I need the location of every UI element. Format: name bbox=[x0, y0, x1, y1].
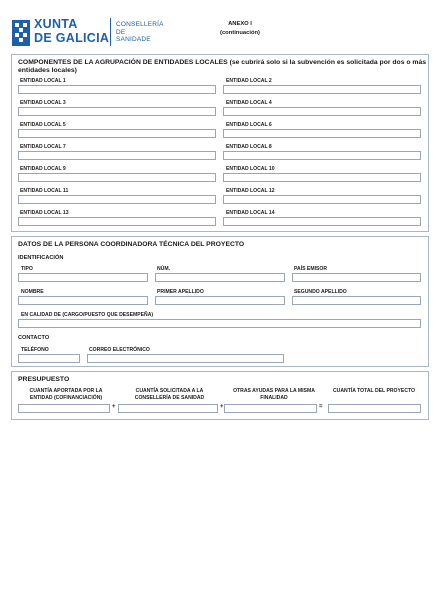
coordinator-section bbox=[11, 236, 429, 367]
primer-apellido-input[interactable] bbox=[155, 296, 285, 305]
cargo-input[interactable] bbox=[18, 319, 421, 328]
apellido1-label: PRIMER APELLIDO bbox=[157, 289, 204, 295]
section-title-budget: PRESUPUESTO bbox=[18, 376, 70, 383]
field-label: ENTIDAD LOCAL 1 bbox=[20, 78, 66, 84]
entity-local-11-input[interactable] bbox=[18, 195, 216, 204]
entity-local-2-input[interactable] bbox=[223, 85, 421, 94]
field-label: ENTIDAD LOCAL 3 bbox=[20, 100, 66, 106]
num-label: NÚM. bbox=[157, 266, 171, 272]
identification-heading: IDENTIFICACIÓN bbox=[18, 255, 64, 261]
budget-col2-label: CUANTÍA SOLICITADA A LA CONSELLERÍA DE SANIDAD bbox=[134, 388, 205, 401]
correo-electronico-input[interactable] bbox=[87, 354, 284, 363]
logo-text-galicia: DE GALICIA bbox=[34, 31, 110, 45]
field-label: ENTIDAD LOCAL 10 bbox=[226, 166, 275, 172]
plus-sign: + bbox=[112, 404, 116, 410]
department-name-line1: CONSELLERÍA bbox=[116, 21, 164, 28]
logo-divider bbox=[110, 18, 111, 46]
cuantia-total-input[interactable] bbox=[328, 404, 421, 413]
entity-local-14-input[interactable] bbox=[223, 217, 421, 226]
budget-col4-label: CUANTÍA TOTAL DEL PROYECTO bbox=[333, 388, 415, 394]
telefono-input[interactable] bbox=[18, 354, 80, 363]
cargo-label: EN CALIDAD DE (CARGO/PUESTO QUE DESEMPEÑA) bbox=[21, 312, 154, 318]
cuantia-aportada-input[interactable] bbox=[18, 404, 110, 413]
entity-local-5-input[interactable] bbox=[18, 129, 216, 138]
contact-heading: CONTACTO bbox=[18, 335, 50, 341]
nombre-input[interactable] bbox=[18, 296, 148, 305]
correo-label: CORREO ELECTRÓNICO bbox=[89, 347, 150, 353]
galicia-emblem-icon bbox=[12, 20, 30, 46]
pais-emisor-input[interactable] bbox=[292, 273, 421, 282]
xunta-logo bbox=[12, 18, 162, 48]
telefono-label: TELÉFONO bbox=[21, 347, 49, 353]
field-label: ENTIDAD LOCAL 11 bbox=[20, 188, 69, 194]
entity-local-1-input[interactable] bbox=[18, 85, 216, 94]
nombre-label: NOMBRE bbox=[21, 289, 44, 295]
entity-local-4-input[interactable] bbox=[223, 107, 421, 116]
field-label: ENTIDAD LOCAL 14 bbox=[226, 210, 275, 216]
otras-ayudas-input[interactable] bbox=[224, 404, 317, 413]
field-label: ENTIDAD LOCAL 8 bbox=[226, 144, 272, 150]
field-label: ENTIDAD LOCAL 12 bbox=[226, 188, 275, 194]
field-label: ENTIDAD LOCAL 9 bbox=[20, 166, 66, 172]
num-input[interactable] bbox=[155, 273, 285, 282]
equals-sign: = bbox=[319, 404, 323, 410]
annex-subtitle: (continuación) bbox=[220, 30, 260, 36]
budget-col3-label: OTRAS AYUDAS PARA LA MISMA FINALIDAD bbox=[233, 388, 315, 401]
field-label: ENTIDAD LOCAL 13 bbox=[20, 210, 69, 216]
annex-heading bbox=[200, 20, 280, 38]
field-label: ENTIDAD LOCAL 4 bbox=[226, 100, 272, 106]
plus-sign: + bbox=[220, 404, 224, 410]
entity-local-9-input[interactable] bbox=[18, 173, 216, 182]
annex-title: ANEXO I bbox=[228, 21, 252, 27]
entity-local-8-input[interactable] bbox=[223, 151, 421, 160]
pais-label: PAÍS EMISOR bbox=[294, 266, 328, 272]
apellido2-label: SEGUNDO APELLIDO bbox=[294, 289, 347, 295]
entity-local-7-input[interactable] bbox=[18, 151, 216, 160]
section-title-coordinator: DATOS DE LA PERSONA COORDINADORA TÉCNICA DEL PROYECTO bbox=[18, 241, 245, 248]
field-label: ENTIDAD LOCAL 5 bbox=[20, 122, 66, 128]
department-name-line2: DE SANIDADE bbox=[116, 29, 151, 43]
field-label: ENTIDAD LOCAL 7 bbox=[20, 144, 66, 150]
budget-section bbox=[11, 371, 429, 420]
logo-text-xunta: XUNTA bbox=[34, 17, 78, 31]
segundo-apellido-input[interactable] bbox=[292, 296, 421, 305]
local-entities-section bbox=[11, 54, 429, 232]
budget-col1-label: CUANTÍA APORTADA POR LA ENTIDAD (COFINANCIACIÓN) bbox=[29, 388, 103, 401]
entity-local-13-input[interactable] bbox=[18, 217, 216, 226]
field-label: ENTIDAD LOCAL 6 bbox=[226, 122, 272, 128]
cuantia-solicitada-input[interactable] bbox=[118, 404, 218, 413]
entity-local-3-input[interactable] bbox=[18, 107, 216, 116]
entity-local-6-input[interactable] bbox=[223, 129, 421, 138]
tipo-label: TIPO bbox=[21, 266, 33, 272]
tipo-input[interactable] bbox=[18, 273, 148, 282]
section-title-local-entities: COMPONENTES DE LA AGRUPACIÓN DE ENTIDADES LOCALES (se cubrirá solo si la subvención es solicitada por dos o más entidades locales) bbox=[18, 59, 427, 74]
field-label: ENTIDAD LOCAL 2 bbox=[226, 78, 272, 84]
entity-local-10-input[interactable] bbox=[223, 173, 421, 182]
entity-local-12-input[interactable] bbox=[223, 195, 421, 204]
